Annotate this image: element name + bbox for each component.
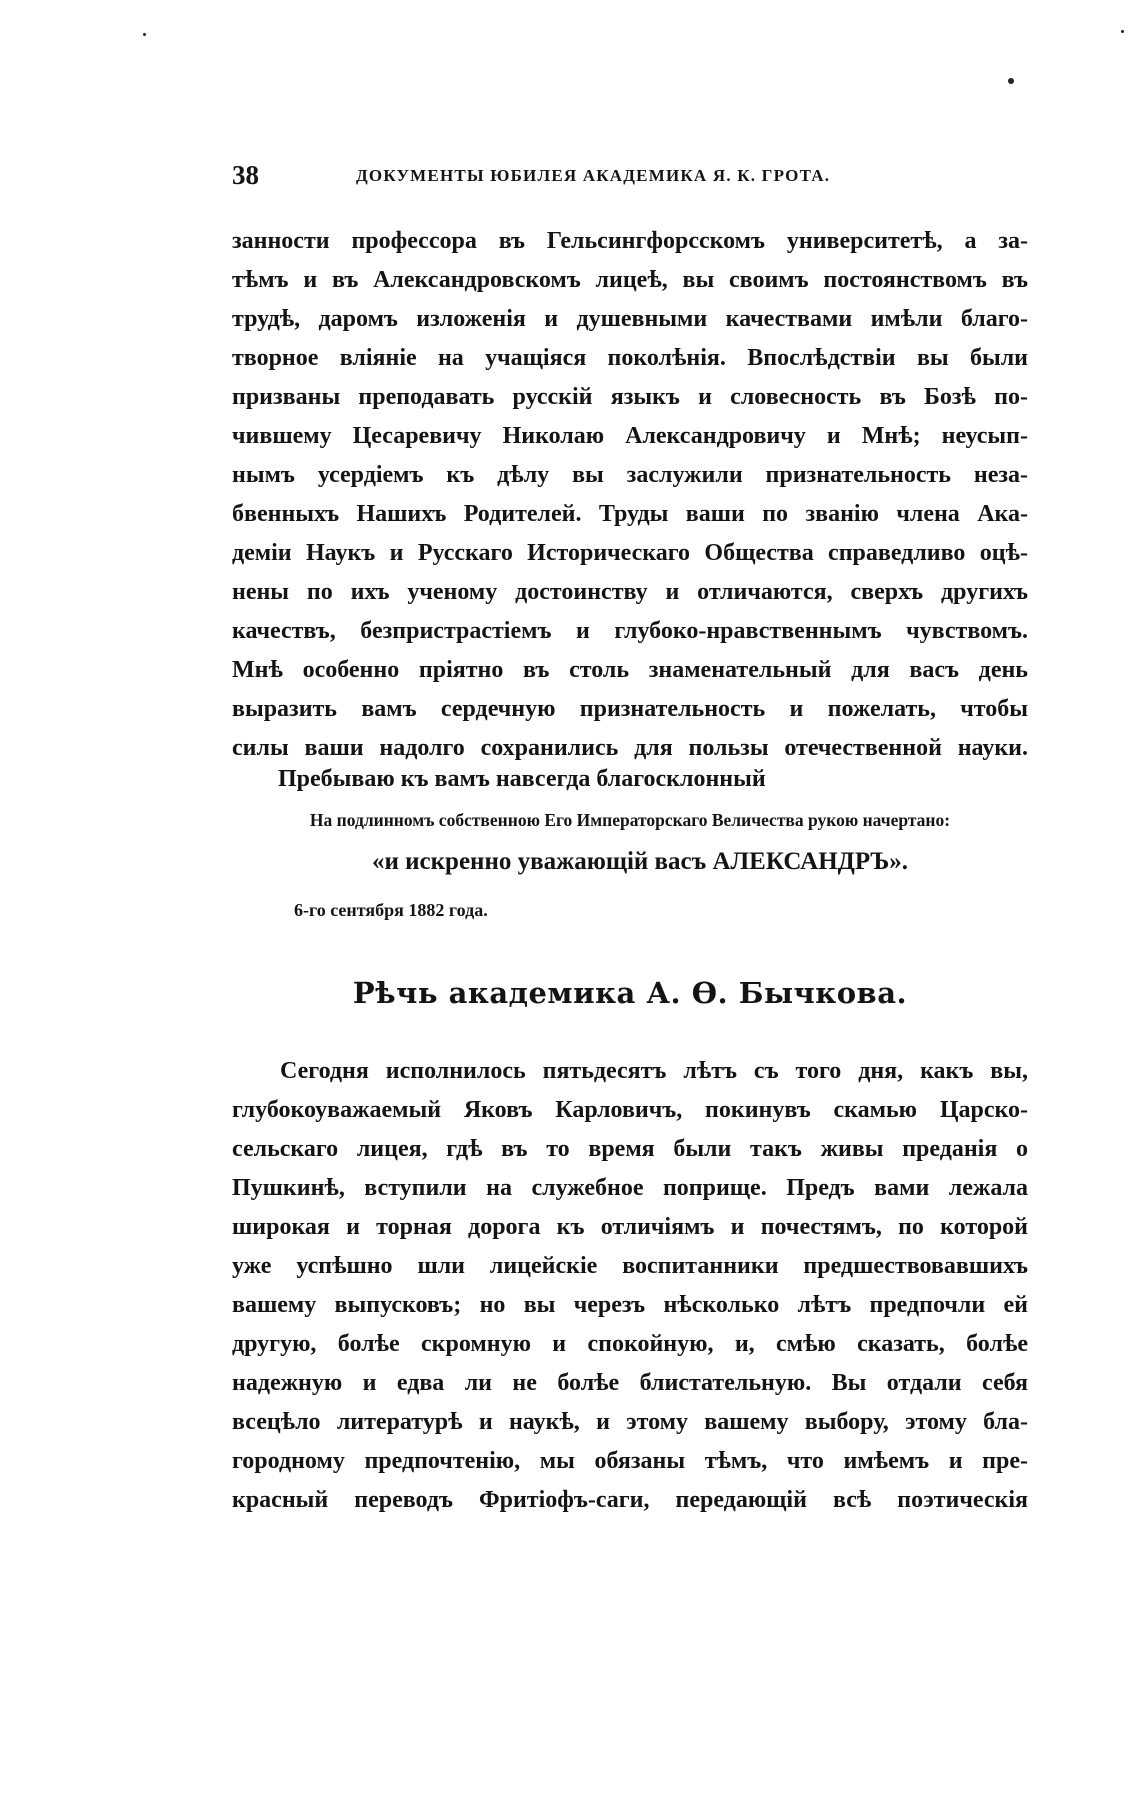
text-line: всецѣло литературѣ и наукѣ, и этому вашему выбору, этому бла- — [232, 1409, 1028, 1435]
text-line: широкая и торная дорога къ отличіямъ и почестямъ, по которой — [232, 1214, 1028, 1240]
text-line: чившему Цесаревичу Николаю Александровичу и Мнѣ; неусып- — [232, 423, 1028, 449]
closing-phrase: Пребываю къ вамъ навсегда благосклонный — [278, 766, 766, 792]
text-line: выразить вамъ сердечную признательность и пожелать, чтобы — [232, 696, 1028, 722]
speech-text — [232, 1052, 1028, 1520]
rescript-text — [232, 222, 1028, 768]
text-line: надежную и едва ли не болѣе блистательную. Вы отдали себя — [232, 1370, 1028, 1396]
text-line: занности профессора въ Гельсингфорсскомъ университетѣ, а за- — [232, 228, 1028, 254]
rescript-date: 6-го сентября 1882 года. — [294, 900, 488, 920]
page-number: 38 — [232, 160, 259, 190]
text-line: красный переводъ Фритіофъ-саги, передающій всѣ поэтическія — [232, 1487, 1028, 1513]
text-line: глубокоуважаемый Яковъ Карловичъ, покинувъ скамью Царско- — [232, 1097, 1028, 1123]
text-line: городному предпочтенію, мы обязаны тѣмъ, что имѣемъ и пре- — [232, 1448, 1028, 1474]
text-line: вашему выпусковъ; но вы черезъ нѣсколько лѣтъ предпочли ей — [232, 1292, 1028, 1318]
page-header — [232, 160, 1028, 196]
text-line: деміи Наукъ и Русскаго Историческаго Общества справедливо оцѣ- — [232, 540, 1028, 566]
text-line: призваны преподавать русскій языкъ и словесность въ Бозѣ по- — [232, 384, 1028, 410]
text-line: уже успѣшно шли лицейскіе воспитанники предшествовавшихъ — [232, 1253, 1028, 1279]
speech-title: Рѣчь академика А. Ѳ. Бычкова. — [352, 976, 908, 1010]
text-line: качествъ, безпристрастіемъ и глубоко-нравственнымъ чувствомъ. — [232, 618, 1028, 644]
text-line: Сегодня исполнилось пятьдесятъ лѣтъ съ того дня, какъ вы, — [280, 1058, 1028, 1084]
scan-speck — [1121, 30, 1124, 33]
scan-speck — [143, 33, 146, 36]
text-line: творное вліяніе на учащіяся поколѣнія. Впослѣдствіи вы были — [232, 345, 1028, 371]
text-line: нымъ усердіемъ къ дѣлу вы заслужили признательность неза- — [232, 462, 1028, 488]
scan-speck — [1008, 78, 1014, 84]
text-line: силы ваши надолго сохранились для пользы отечественной науки. — [232, 735, 1028, 761]
text-line: тѣмъ и въ Александровскомъ лицеѣ, вы своимъ постоянствомъ въ — [232, 267, 1028, 293]
running-title: ДОКУМЕНТЫ ЮБИЛЕЯ АКАДЕМИКА Я. К. ГРОТА. — [356, 166, 831, 185]
text-line: Мнѣ особенно пріятно въ столь знаменательный для васъ день — [232, 657, 1028, 683]
signature-line: «и искренно уважающій васъ АЛЕКСАНДРЪ». — [372, 848, 908, 875]
text-line: другую, болѣе скромную и спокойную, и, смѣю сказать, болѣе — [232, 1331, 1028, 1357]
text-line: сельскаго лицея, гдѣ въ то время были такъ живы преданія о — [232, 1136, 1028, 1162]
autograph-note: На подлинномъ собственною Его Императорскаго Величества рукою начертано: — [309, 810, 951, 830]
text-line: трудѣ, даромъ изложенія и душевными качествами имѣли благо- — [232, 306, 1028, 332]
text-line: нены по ихъ ученому достоинству и отличаются, сверхъ другихъ — [232, 579, 1028, 605]
text-line: бвенныхъ Нашихъ Родителей. Труды ваши по званію члена Ака- — [232, 501, 1028, 527]
text-line: Пушкинѣ, вступили на служебное поприще. Предъ вами лежала — [232, 1175, 1028, 1201]
